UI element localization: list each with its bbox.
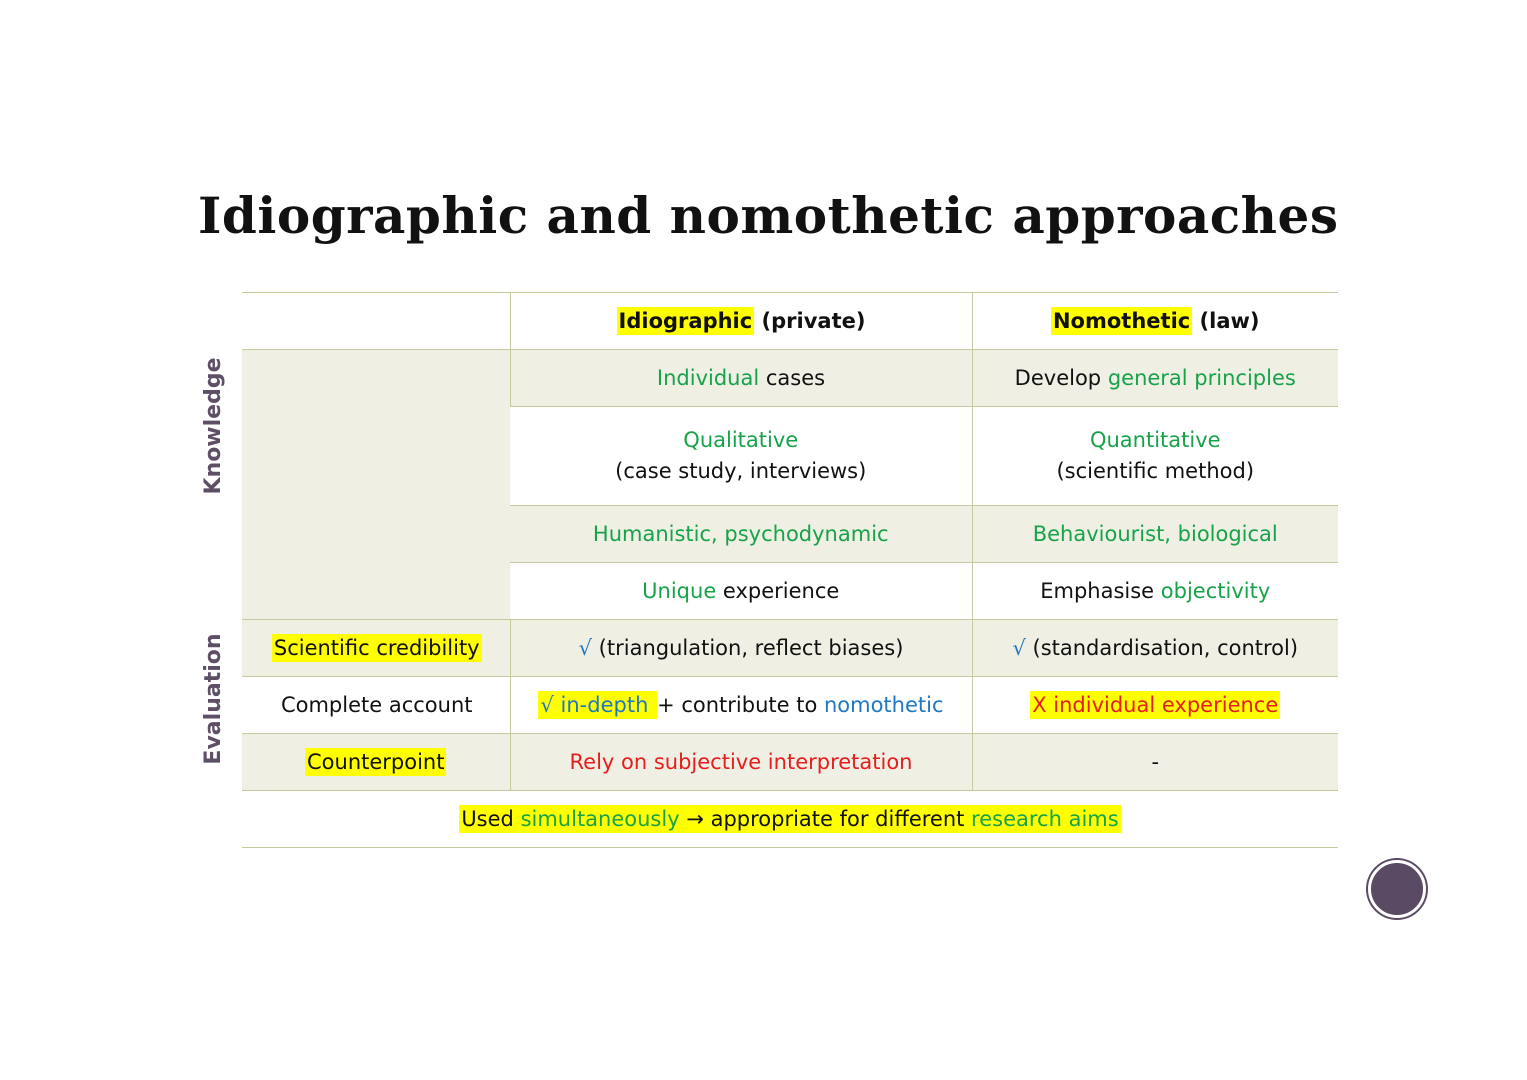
cell-idio-complete: √ in-depth + contribute to nomothetic (510, 677, 972, 734)
cell-idio-credibility: √ (triangulation, reflect biases) (510, 620, 972, 677)
side-label-knowledge: Knowledge (201, 357, 226, 495)
row-label-counterpoint: Counterpoint (242, 734, 510, 791)
cell-nomo-method: Quantitative (scientific method) (972, 407, 1338, 506)
cell-nomo-objectivity: Emphasise objectivity (972, 563, 1338, 620)
footer-summary: Used simultaneously → appropriate for different research aims (461, 806, 1119, 831)
cell-nomo-approaches: Behaviourist, biological (972, 506, 1338, 563)
side-label-evaluation: Evaluation (201, 633, 226, 765)
table-footer-row (242, 791, 1338, 848)
table-row (242, 620, 1338, 677)
cell-idio-focus: Individual cases (510, 350, 972, 407)
table-row (242, 677, 1338, 734)
cell-idio-method: Qualitative (case study, interviews) (615, 428, 867, 483)
cell-idio-counterpoint: Rely on subjective interpretation (510, 734, 972, 791)
cell-nomo-focus: Develop general principles (972, 350, 1338, 407)
cell-nomo-counterpoint: - (972, 734, 1338, 791)
row-label-complete-account: Complete account (280, 692, 473, 717)
row-label-scientific-credibility: Scientific credibility (242, 620, 510, 677)
cell-nomo-credibility: √ (standardisation, control) (972, 620, 1338, 677)
logo-badge (1368, 860, 1426, 918)
header-nomothetic: Nomothetic (law) (972, 293, 1338, 350)
table-header-row (242, 293, 1338, 350)
cell-idio-approaches: Humanistic, psychodynamic (510, 506, 972, 563)
table-row (242, 734, 1338, 791)
table-row (242, 350, 1338, 407)
header-idiographic: Idiographic (private) (510, 293, 972, 350)
cell-nomo-complete: X individual experience (972, 677, 1338, 734)
comparison-table (242, 292, 1338, 848)
header-empty-cell (242, 293, 510, 350)
knowledge-merged-cell (242, 350, 510, 620)
page-title: Idiographic and nomothetic approaches (198, 186, 1339, 245)
cell-idio-experience: Unique experience (642, 578, 840, 603)
